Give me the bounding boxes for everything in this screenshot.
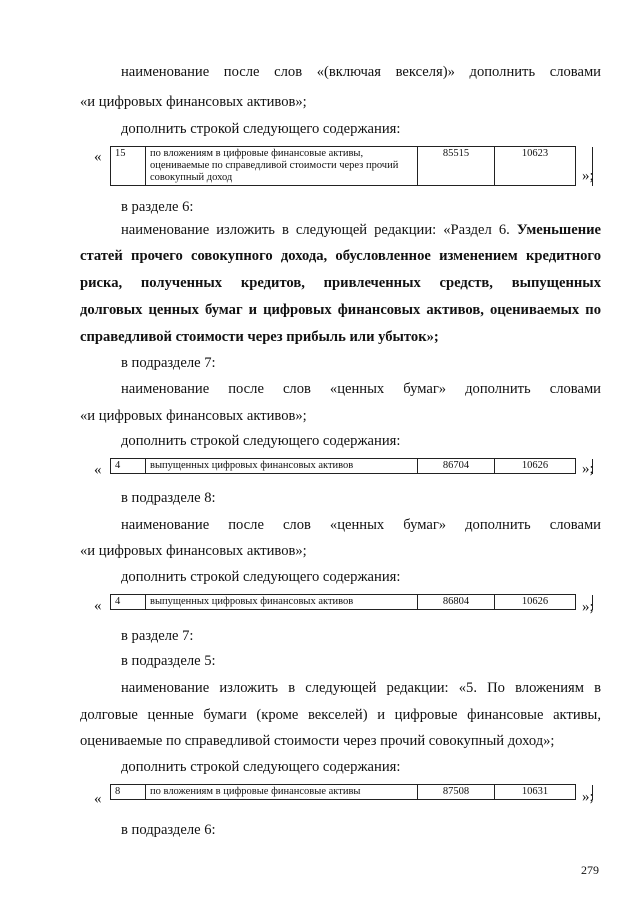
symbol-code: 10626 <box>495 595 576 610</box>
text-line: оцениваемые по справедливой стоимости через прочий совокупный доход»; <box>80 733 555 749</box>
text-line: в подразделе 5: <box>121 653 216 669</box>
close-quote: »; <box>582 168 594 184</box>
text-line: «и цифровых финансовых активов»; <box>80 408 307 424</box>
symbol-code: 10626 <box>495 459 576 474</box>
insert-table-2 <box>110 458 593 474</box>
symbol-code: 10623 <box>495 147 576 186</box>
open-quote: « <box>94 598 102 614</box>
text-line <box>121 221 601 239</box>
text-line: наименование после слов «ценных бумаг» дополнить словами <box>121 517 601 533</box>
text-line: дополнить строкой следующего содержания: <box>121 433 401 449</box>
table-row <box>111 595 593 610</box>
close-quote: »; <box>582 599 594 615</box>
symbol-code: 10631 <box>495 785 576 800</box>
table-row <box>111 785 593 800</box>
row-number: 4 <box>111 459 146 474</box>
text-line: дополнить строкой следующего содержания: <box>121 121 401 137</box>
table-row <box>111 459 593 474</box>
text-line: в подразделе 8: <box>121 490 216 506</box>
close-quote: »; <box>582 461 594 477</box>
insert-table-1 <box>110 146 593 186</box>
account-code: 86804 <box>418 595 495 610</box>
text-line: справедливой стоимости через прибыль или убыток»; <box>80 329 439 345</box>
text-line: в подразделе 6: <box>121 822 216 838</box>
text-line: «и цифровых финансовых активов»; <box>80 94 307 110</box>
close-quote: »; <box>582 789 594 805</box>
row-description: выпущенных цифровых финансовых активов <box>146 595 418 610</box>
open-quote: « <box>94 462 102 478</box>
text-line: долговых ценных бумаг и цифровых финансовых активов, оцениваемых по <box>80 302 601 318</box>
text-line: «и цифровых финансовых активов»; <box>80 543 307 559</box>
text-line: дополнить строкой следующего содержания: <box>121 759 401 775</box>
text-line: дополнить строкой следующего содержания: <box>121 569 401 585</box>
open-quote: « <box>94 791 102 807</box>
text-line: наименование изложить в следующей редакции: «5. По вложениям в <box>121 680 601 696</box>
insert-table-3 <box>110 594 593 610</box>
row-number: 4 <box>111 595 146 610</box>
text-span: наименование изложить в следующей редакции: «Раздел 6. <box>121 222 517 238</box>
bold-text: Уменьшение <box>516 222 601 238</box>
row-description: по вложениям в цифровые финансовые активы <box>146 785 418 800</box>
open-quote: « <box>94 149 102 165</box>
insert-table-4 <box>110 784 593 800</box>
text-line: риска, полученных кредитов, привлеченных средств, выпущенных <box>80 275 601 291</box>
text-line: долговые ценные бумаги (кроме векселей) и цифровые финансовые активы, <box>80 707 601 723</box>
text-line: в разделе 6: <box>121 199 194 215</box>
text-line: наименование после слов «(включая векселя)» дополнить словами <box>121 64 601 80</box>
row-number: 8 <box>111 785 146 800</box>
text-line: в разделе 7: <box>121 628 194 644</box>
account-code: 86704 <box>418 459 495 474</box>
text-line: статей прочего совокупного дохода, обусловленное изменением кредитного <box>80 248 601 264</box>
text-line: наименование после слов «ценных бумаг» дополнить словами <box>121 381 601 397</box>
row-description: выпущенных цифровых финансовых активов <box>146 459 418 474</box>
page-number: 279 <box>581 863 599 877</box>
account-code: 87508 <box>418 785 495 800</box>
text-line: в подразделе 7: <box>121 355 216 371</box>
row-number: 15 <box>111 147 146 186</box>
row-description: по вложениям в цифровые финансовые активы, оцениваемые по справедливой стоимости через прочий совокупный доход <box>146 147 418 186</box>
account-code: 85515 <box>418 147 495 186</box>
table-row <box>111 147 593 186</box>
